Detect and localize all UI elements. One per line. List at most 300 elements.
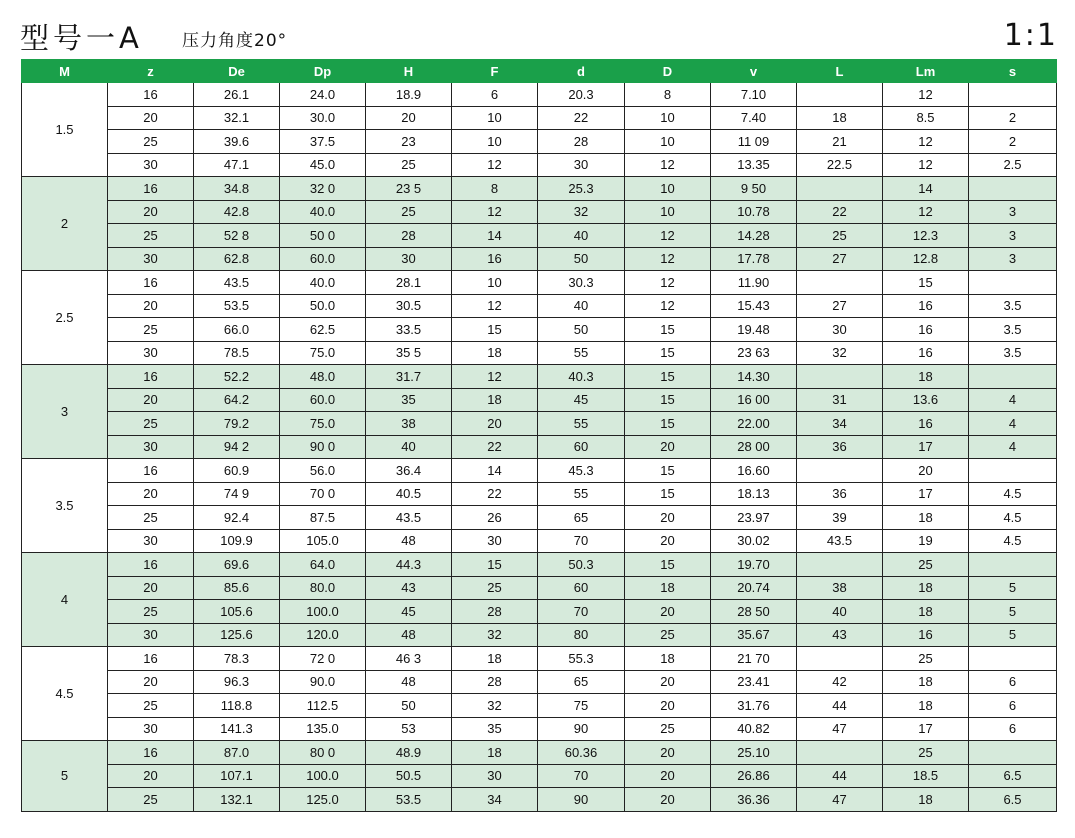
table-row (22, 741, 1057, 765)
cell-d: 50 (538, 318, 625, 342)
cell-s (969, 741, 1057, 765)
cell-s: 4 (969, 388, 1057, 412)
cell-de: 107.1 (194, 764, 280, 788)
module-cell: 2 (22, 177, 108, 271)
table-row (22, 553, 1057, 577)
cell-d: 45.3 (538, 459, 625, 483)
cell-l: 36 (797, 482, 883, 506)
cell-s: 4.5 (969, 506, 1057, 530)
title-bar (20, 14, 1060, 54)
cell-l: 25 (797, 224, 883, 248)
cell-d: 22 (538, 106, 625, 130)
cell-dp: 30.0 (280, 106, 366, 130)
cell-lm: 16 (883, 623, 969, 647)
cell-d: 10 (625, 200, 711, 224)
cell-s: 3.5 (969, 294, 1057, 318)
cell-s: 3.5 (969, 318, 1057, 342)
table-row (22, 365, 1057, 389)
cell-f: 10 (452, 106, 538, 130)
col-header-dp: Dp (280, 60, 366, 83)
table-row (22, 106, 1057, 130)
cell-d: 55 (538, 341, 625, 365)
cell-de: 87.0 (194, 741, 280, 765)
cell-f: 35 (452, 717, 538, 741)
cell-l: 30 (797, 318, 883, 342)
cell-d: 70 (538, 764, 625, 788)
cell-z: 25 (108, 130, 194, 154)
cell-l: 42 (797, 670, 883, 694)
cell-d: 12 (625, 153, 711, 177)
cell-v: 28 50 (711, 600, 797, 624)
cell-h: 36.4 (366, 459, 452, 483)
cell-z: 16 (108, 177, 194, 201)
cell-dp: 62.5 (280, 318, 366, 342)
cell-h: 28 (366, 224, 452, 248)
cell-h: 30.5 (366, 294, 452, 318)
cell-s: 4 (969, 435, 1057, 459)
cell-v: 14.28 (711, 224, 797, 248)
scale-label: 1:1 (1003, 18, 1058, 53)
cell-lm: 16 (883, 341, 969, 365)
cell-d: 60.36 (538, 741, 625, 765)
cell-d: 28 (538, 130, 625, 154)
cell-h: 44.3 (366, 553, 452, 577)
table-row (22, 670, 1057, 694)
cell-d: 15 (625, 412, 711, 436)
cell-l (797, 177, 883, 201)
table-row (22, 130, 1057, 154)
table-row (22, 435, 1057, 459)
cell-l (797, 741, 883, 765)
table-row (22, 764, 1057, 788)
cell-d: 18 (625, 647, 711, 671)
cell-d: 70 (538, 600, 625, 624)
cell-z: 16 (108, 459, 194, 483)
cell-z: 20 (108, 670, 194, 694)
cell-s: 4 (969, 412, 1057, 436)
cell-dp: 60.0 (280, 247, 366, 271)
cell-d: 12 (625, 224, 711, 248)
cell-v: 17.78 (711, 247, 797, 271)
cell-h: 31.7 (366, 365, 452, 389)
cell-z: 25 (108, 788, 194, 812)
cell-s: 3 (969, 224, 1057, 248)
cell-f: 30 (452, 764, 538, 788)
cell-h: 46 3 (366, 647, 452, 671)
cell-v: 25.10 (711, 741, 797, 765)
cell-l: 27 (797, 247, 883, 271)
cell-de: 78.3 (194, 647, 280, 671)
cell-lm: 13.6 (883, 388, 969, 412)
module-cell: 3.5 (22, 459, 108, 553)
cell-f: 15 (452, 318, 538, 342)
cell-l: 18 (797, 106, 883, 130)
table-row (22, 224, 1057, 248)
cell-dp: 70 0 (280, 482, 366, 506)
cell-de: 47.1 (194, 153, 280, 177)
cell-lm: 19 (883, 529, 969, 553)
cell-d: 8 (625, 83, 711, 107)
cell-s: 2.5 (969, 153, 1057, 177)
cell-f: 16 (452, 247, 538, 271)
col-header-s: s (969, 60, 1057, 83)
cell-h: 23 5 (366, 177, 452, 201)
cell-d: 20 (625, 506, 711, 530)
cell-d: 20 (625, 694, 711, 718)
cell-lm: 16 (883, 318, 969, 342)
col-header-m: M (22, 60, 108, 83)
cell-de: 125.6 (194, 623, 280, 647)
cell-lm: 17 (883, 435, 969, 459)
cell-dp: 135.0 (280, 717, 366, 741)
cell-z: 16 (108, 647, 194, 671)
cell-de: 79.2 (194, 412, 280, 436)
cell-l: 43 (797, 623, 883, 647)
cell-h: 20 (366, 106, 452, 130)
cell-v: 11.90 (711, 271, 797, 295)
cell-s: 6 (969, 670, 1057, 694)
module-cell: 3 (22, 365, 108, 459)
cell-s: 3 (969, 200, 1057, 224)
cell-z: 30 (108, 529, 194, 553)
cell-de: 34.8 (194, 177, 280, 201)
cell-dp: 100.0 (280, 764, 366, 788)
cell-z: 16 (108, 365, 194, 389)
cell-l: 47 (797, 717, 883, 741)
cell-s (969, 365, 1057, 389)
cell-v: 20.74 (711, 576, 797, 600)
col-header-f: F (452, 60, 538, 83)
cell-v: 19.70 (711, 553, 797, 577)
cell-h: 35 5 (366, 341, 452, 365)
cell-f: 18 (452, 341, 538, 365)
cell-v: 16 00 (711, 388, 797, 412)
cell-l: 36 (797, 435, 883, 459)
table-row (22, 482, 1057, 506)
cell-de: 141.3 (194, 717, 280, 741)
cell-f: 34 (452, 788, 538, 812)
cell-z: 25 (108, 224, 194, 248)
table-row (22, 247, 1057, 271)
cell-de: 32.1 (194, 106, 280, 130)
cell-d: 18 (625, 576, 711, 600)
cell-v: 23.97 (711, 506, 797, 530)
cell-d: 55 (538, 482, 625, 506)
cell-d: 15 (625, 482, 711, 506)
cell-l (797, 553, 883, 577)
cell-l: 38 (797, 576, 883, 600)
table-row (22, 694, 1057, 718)
cell-de: 94 2 (194, 435, 280, 459)
cell-de: 96.3 (194, 670, 280, 694)
cell-h: 43.5 (366, 506, 452, 530)
cell-d: 12 (625, 247, 711, 271)
cell-s: 4.5 (969, 529, 1057, 553)
cell-de: 109.9 (194, 529, 280, 553)
cell-lm: 17 (883, 717, 969, 741)
cell-v: 23 63 (711, 341, 797, 365)
table-row (22, 576, 1057, 600)
cell-d: 15 (625, 365, 711, 389)
cell-f: 6 (452, 83, 538, 107)
cell-lm: 25 (883, 647, 969, 671)
cell-z: 16 (108, 741, 194, 765)
cell-h: 48 (366, 670, 452, 694)
cell-l (797, 647, 883, 671)
cell-z: 16 (108, 553, 194, 577)
cell-l (797, 271, 883, 295)
cell-d: 20 (625, 529, 711, 553)
col-header-de: De (194, 60, 280, 83)
cell-f: 12 (452, 365, 538, 389)
cell-lm: 18.5 (883, 764, 969, 788)
cell-f: 20 (452, 412, 538, 436)
cell-de: 39.6 (194, 130, 280, 154)
cell-l: 44 (797, 764, 883, 788)
cell-h: 53.5 (366, 788, 452, 812)
cell-dp: 80.0 (280, 576, 366, 600)
cell-d: 15 (625, 553, 711, 577)
cell-f: 25 (452, 576, 538, 600)
cell-s: 3 (969, 247, 1057, 271)
cell-l: 22.5 (797, 153, 883, 177)
cell-l (797, 365, 883, 389)
table-row (22, 623, 1057, 647)
cell-lm: 18 (883, 788, 969, 812)
cell-v: 23.41 (711, 670, 797, 694)
table-row (22, 177, 1057, 201)
cell-z: 20 (108, 294, 194, 318)
table-row (22, 459, 1057, 483)
cell-f: 12 (452, 153, 538, 177)
cell-h: 53 (366, 717, 452, 741)
spec-table (21, 59, 1057, 812)
cell-v: 7.10 (711, 83, 797, 107)
col-header-z: z (108, 60, 194, 83)
cell-d: 45 (538, 388, 625, 412)
cell-f: 10 (452, 271, 538, 295)
cell-s: 6.5 (969, 788, 1057, 812)
cell-v: 30.02 (711, 529, 797, 553)
cell-f: 12 (452, 294, 538, 318)
cell-h: 48 (366, 623, 452, 647)
cell-s: 5 (969, 576, 1057, 600)
cell-s: 2 (969, 106, 1057, 130)
cell-h: 40 (366, 435, 452, 459)
cell-lm: 25 (883, 553, 969, 577)
cell-v: 28 00 (711, 435, 797, 459)
cell-d: 20 (625, 741, 711, 765)
cell-z: 30 (108, 717, 194, 741)
cell-de: 132.1 (194, 788, 280, 812)
cell-d: 20 (625, 788, 711, 812)
cell-z: 25 (108, 412, 194, 436)
cell-z: 20 (108, 482, 194, 506)
cell-f: 14 (452, 459, 538, 483)
table-row (22, 717, 1057, 741)
cell-h: 45 (366, 600, 452, 624)
model-title: 型号一A (20, 21, 143, 55)
cell-d: 15 (625, 318, 711, 342)
cell-v: 11 09 (711, 130, 797, 154)
col-header-v: v (711, 60, 797, 83)
cell-dp: 87.5 (280, 506, 366, 530)
cell-de: 64.2 (194, 388, 280, 412)
cell-lm: 25 (883, 741, 969, 765)
cell-d: 50 (538, 247, 625, 271)
cell-de: 118.8 (194, 694, 280, 718)
table-row (22, 294, 1057, 318)
cell-d: 75 (538, 694, 625, 718)
cell-lm: 18 (883, 365, 969, 389)
cell-dp: 100.0 (280, 600, 366, 624)
cell-d: 10 (625, 106, 711, 130)
table-row (22, 600, 1057, 624)
header-row (22, 60, 1057, 83)
cell-d: 65 (538, 670, 625, 694)
cell-h: 50.5 (366, 764, 452, 788)
cell-f: 12 (452, 200, 538, 224)
cell-dp: 125.0 (280, 788, 366, 812)
cell-f: 18 (452, 647, 538, 671)
cell-f: 28 (452, 600, 538, 624)
cell-d: 15 (625, 459, 711, 483)
cell-l: 21 (797, 130, 883, 154)
cell-l: 22 (797, 200, 883, 224)
table-row (22, 83, 1057, 107)
cell-de: 42.8 (194, 200, 280, 224)
cell-z: 20 (108, 764, 194, 788)
cell-s: 6 (969, 694, 1057, 718)
cell-h: 40.5 (366, 482, 452, 506)
cell-s: 5 (969, 600, 1057, 624)
cell-lm: 12.8 (883, 247, 969, 271)
cell-v: 21 70 (711, 647, 797, 671)
cell-f: 26 (452, 506, 538, 530)
table-row (22, 271, 1057, 295)
table-row (22, 506, 1057, 530)
cell-dp: 37.5 (280, 130, 366, 154)
cell-f: 32 (452, 694, 538, 718)
cell-dp: 32 0 (280, 177, 366, 201)
cell-lm: 8.5 (883, 106, 969, 130)
cell-lm: 18 (883, 694, 969, 718)
cell-v: 7.40 (711, 106, 797, 130)
cell-l: 44 (797, 694, 883, 718)
cell-de: 52.2 (194, 365, 280, 389)
cell-lm: 20 (883, 459, 969, 483)
cell-dp: 120.0 (280, 623, 366, 647)
cell-l: 32 (797, 341, 883, 365)
cell-h: 48.9 (366, 741, 452, 765)
cell-d: 20 (625, 670, 711, 694)
cell-z: 30 (108, 341, 194, 365)
table-body (22, 83, 1057, 812)
cell-f: 32 (452, 623, 538, 647)
cell-d: 20 (625, 764, 711, 788)
cell-s: 6 (969, 717, 1057, 741)
cell-l: 43.5 (797, 529, 883, 553)
cell-lm: 12 (883, 130, 969, 154)
cell-d: 65 (538, 506, 625, 530)
cell-h: 25 (366, 153, 452, 177)
cell-z: 25 (108, 600, 194, 624)
cell-v: 10.78 (711, 200, 797, 224)
col-header-l: L (797, 60, 883, 83)
cell-s (969, 459, 1057, 483)
cell-z: 30 (108, 153, 194, 177)
cell-dp: 50.0 (280, 294, 366, 318)
cell-d: 32 (538, 200, 625, 224)
cell-d: 70 (538, 529, 625, 553)
cell-v: 22.00 (711, 412, 797, 436)
table-row (22, 341, 1057, 365)
cell-d: 40.3 (538, 365, 625, 389)
module-cell: 4 (22, 553, 108, 647)
cell-d: 15 (625, 341, 711, 365)
cell-d: 15 (625, 388, 711, 412)
cell-d: 60 (538, 576, 625, 600)
cell-f: 15 (452, 553, 538, 577)
cell-h: 50 (366, 694, 452, 718)
cell-z: 25 (108, 506, 194, 530)
cell-de: 52 8 (194, 224, 280, 248)
cell-l (797, 83, 883, 107)
cell-dp: 112.5 (280, 694, 366, 718)
cell-d: 12 (625, 294, 711, 318)
module-cell: 2.5 (22, 271, 108, 365)
cell-d: 25 (625, 717, 711, 741)
cell-dp: 90.0 (280, 670, 366, 694)
cell-f: 18 (452, 741, 538, 765)
col-header-h: H (366, 60, 452, 83)
table-row (22, 388, 1057, 412)
cell-l: 47 (797, 788, 883, 812)
cell-f: 8 (452, 177, 538, 201)
cell-d: 50.3 (538, 553, 625, 577)
cell-s: 4.5 (969, 482, 1057, 506)
cell-d: 10 (625, 130, 711, 154)
cell-s: 5 (969, 623, 1057, 647)
cell-lm: 17 (883, 482, 969, 506)
table-row (22, 647, 1057, 671)
cell-d: 40 (538, 294, 625, 318)
cell-lm: 14 (883, 177, 969, 201)
cell-dp: 40.0 (280, 271, 366, 295)
cell-d: 20.3 (538, 83, 625, 107)
cell-d: 25 (625, 623, 711, 647)
cell-d: 20 (625, 600, 711, 624)
cell-v: 16.60 (711, 459, 797, 483)
cell-h: 35 (366, 388, 452, 412)
cell-s: 6.5 (969, 764, 1057, 788)
cell-h: 18.9 (366, 83, 452, 107)
cell-dp: 60.0 (280, 388, 366, 412)
cell-dp: 45.0 (280, 153, 366, 177)
cell-dp: 105.0 (280, 529, 366, 553)
col-header-d-large: D (625, 60, 711, 83)
cell-lm: 18 (883, 576, 969, 600)
table-row (22, 788, 1057, 812)
table-row (22, 318, 1057, 342)
cell-z: 16 (108, 83, 194, 107)
cell-z: 20 (108, 200, 194, 224)
cell-de: 66.0 (194, 318, 280, 342)
cell-dp: 24.0 (280, 83, 366, 107)
cell-d: 90 (538, 717, 625, 741)
cell-dp: 72 0 (280, 647, 366, 671)
cell-v: 26.86 (711, 764, 797, 788)
